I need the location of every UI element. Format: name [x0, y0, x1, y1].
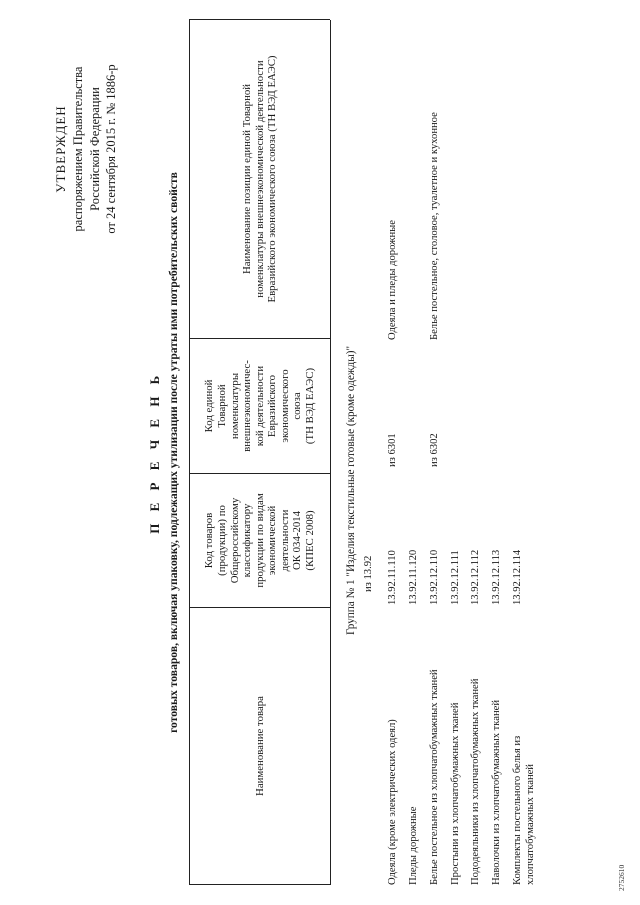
row-3-tnved-name: Белье постельное, столовое, туалетное и кухонное	[429, 112, 440, 340]
approval-title: УТВЕРЖДЕН	[53, 105, 68, 193]
approval-line-1: распоряжением Правительства	[71, 66, 85, 232]
document-subtitle: готовых товаров, включая упаковку, подлежащих утилизации после утраты ими потребительских свойств	[167, 172, 180, 733]
row-1-tnved-code: из 6301	[387, 433, 398, 467]
row-3-name: Белье постельное из хлопчатобумажных тканей	[429, 669, 440, 885]
footnote-number: 2752610	[617, 864, 626, 891]
header-okpd-code: Код товаров (продукции) по Общероссийскому классификатору продукции по видам экономической деятельности ОК 034-2014 (КПЕС 2008)	[203, 493, 317, 588]
row-1-name: Одеяла (кроме электрических одеял)	[387, 719, 398, 885]
row-5-name: Пододеяльники из хлопчатобумажных тканей	[470, 678, 481, 885]
row-5-okpd: 13.92.12.112	[470, 549, 481, 605]
row-1-tnved-name: Одеяла и пледы дорожные	[387, 220, 398, 340]
row-2-okpd: 13.92.11.120	[408, 549, 419, 605]
row-3-tnved-code: из 6302	[429, 433, 440, 467]
approval-line-3: от 24 сентября 2015 г. № 1886-р	[104, 64, 118, 234]
approval-block	[52, 0, 120, 299]
row-6-name: Наволочки из хлопчатобумажных тканей	[491, 699, 502, 885]
row-7-name-line-2: хлопчатобумажных тканей	[525, 764, 536, 885]
header-product-name: Наименование товара	[253, 696, 266, 796]
table-header-border	[330, 20, 331, 885]
header-tnved-name: Наименование позиции единой Товарной номенклатуры внешнеэкономической деятельности Евразийского экономического союза (ТН ВЭД ЕАЭС)	[241, 55, 279, 303]
table-left-border	[189, 884, 330, 885]
row-7-name-line-1: Комплекты постельного белья из	[512, 735, 523, 885]
group-label: Группа № 1 "Изделия текстильные готовые (кроме одежды)"	[345, 345, 357, 635]
row-7-okpd: 13.92.12.114	[512, 549, 523, 605]
document-title: П Е Р Е Ч Е Н Ь	[147, 371, 162, 534]
group-code: из 13.92	[363, 555, 374, 592]
row-3-okpd: 13.92.12.110	[429, 549, 440, 605]
approval-line-2: Российской Федерации	[87, 87, 102, 211]
row-2-name: Пледы дорожные	[408, 806, 419, 885]
row-4-name: Простыни из хлопчатобумажных тканей	[450, 702, 461, 885]
row-4-okpd: 13.92.12.111	[450, 550, 461, 605]
row-1-okpd: 13.92.11.110	[387, 550, 398, 605]
header-tnved-code: Код единой Товарной номенклатуры внешнеэкономичес- кой деятельности Евразийского экономического союза (ТН ВЭД ЕАЭС)	[203, 360, 317, 452]
row-6-okpd: 13.92.12.113	[491, 549, 502, 605]
